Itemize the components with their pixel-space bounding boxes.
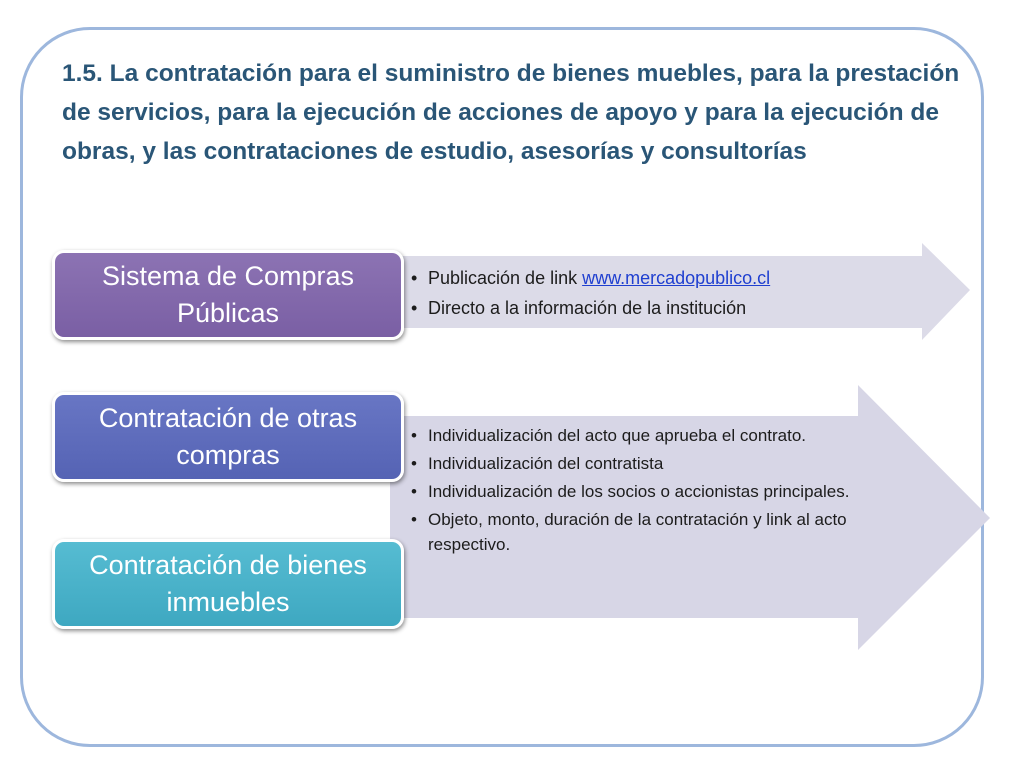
box-label: Contratación de otras compras: [98, 403, 358, 470]
bullet-text: Individualización de los socios o accionistas principales.: [428, 482, 850, 501]
bullet-list-compras: [411, 263, 911, 323]
list-item: [411, 479, 881, 504]
mercadopublico-link[interactable]: www.mercadopublico.cl: [582, 268, 771, 288]
box-label: Contratación de bienes inmuebles: [89, 550, 367, 617]
list-item: [411, 293, 911, 323]
list-item: [411, 423, 881, 448]
box-label: Sistema de Compras Públicas: [101, 261, 355, 328]
box-bienes-inmuebles: [52, 539, 404, 629]
box-otras-compras: [52, 392, 404, 482]
bullet-text: Publicación de link: [428, 268, 583, 288]
slide-title: 1.5. La contratación para el suministro de bienes muebles, para la prestación de servicios, para la ejecución de acciones de apoyo y para la ejecución de obras, y las contrataciones de estudio, asesorías y consultorías: [62, 60, 960, 165]
bullet-list-contratacion: [411, 423, 881, 560]
box-sistema-compras: [52, 250, 404, 340]
list-item: [411, 507, 881, 557]
bullet-text: Individualización del acto que aprueba el contrato.: [428, 426, 807, 445]
bullet-text: Directo a la información de la institución: [428, 298, 747, 318]
bullet-text: Individualización del contratista: [428, 454, 664, 473]
bullet-text: Objeto, monto, duración de la contratación y link al acto respectivo.: [428, 510, 847, 554]
list-item: [411, 263, 911, 293]
list-item: [411, 451, 881, 476]
